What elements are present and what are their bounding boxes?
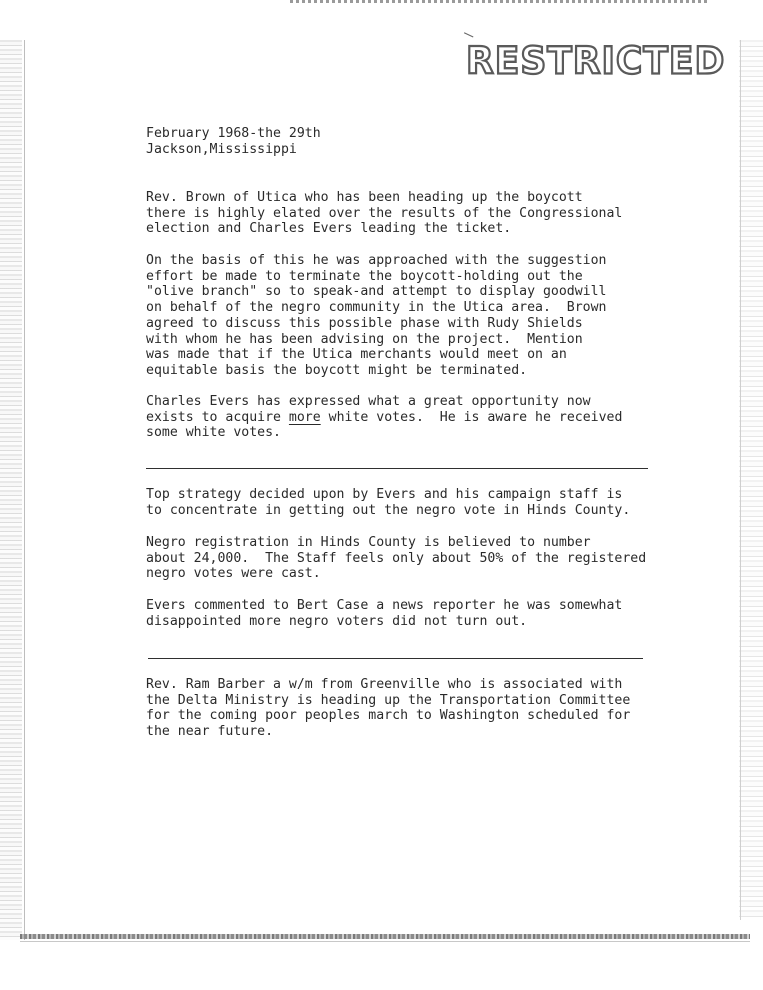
text-span: white votes. He is aware he received [320, 409, 623, 425]
paragraph-brown-boycott [146, 190, 622, 237]
paragraph-registration [146, 535, 646, 582]
paragraph-strategy [146, 487, 630, 518]
text-line: Rev. Brown of Utica who has been heading up the boycott [146, 190, 583, 205]
underlined-word: more [288, 409, 321, 425]
text-line: was made that if the Utica merchants would meet on an [146, 347, 567, 363]
scan-edge-top [290, 0, 710, 3]
text-line: for the coming poor peoples march to Washington scheduled for [146, 708, 631, 724]
restricted-stamp: RESTRICTED [466, 39, 726, 83]
text-line: with whom he has been advising on the project. Mention [146, 331, 583, 347]
text-line: the near future. [146, 724, 274, 740]
section-divider [146, 468, 648, 469]
text-line: effort be made to terminate the boycott-holding out the [146, 268, 583, 284]
text-line: to concentrate in getting out the negro vote in Hinds County. [146, 502, 631, 518]
text-line: "olive branch" so to speak-and attempt to display goodwill [146, 284, 607, 300]
paragraph-ram-barber [146, 677, 630, 740]
text-line: the Delta Ministry is heading up the Transportation Committee [146, 692, 631, 708]
text-line: negro votes were cast. [146, 566, 321, 582]
scan-edge-left [0, 40, 22, 940]
paragraph-bert-case [146, 598, 622, 629]
text-line: disappointed more negro voters did not turn out. [146, 613, 528, 629]
text-line: Negro registration in Hinds County is believed to number [146, 535, 591, 550]
text-line: there is highly elated over the results of the Congressional [146, 205, 623, 221]
scan-edge-right [739, 40, 763, 920]
text-line: some white votes. [146, 425, 281, 441]
section-divider [148, 658, 643, 659]
text-line: Rev. Ram Barber a w/m from Greenville who is associated with [146, 677, 623, 692]
text-line: Charles Evers has expressed what a great opportunity now [146, 394, 591, 409]
text-line: On the basis of this he was approached with the suggestion [146, 253, 607, 268]
text-line: on behalf of the negro community in the Utica area. Brown [146, 300, 607, 316]
paragraph-olive-branch [146, 253, 607, 379]
text-line: equitable basis the boycott might be terminated. [146, 362, 528, 378]
text-span: exists to acquire [146, 409, 289, 425]
scan-edge-bottom [20, 934, 750, 939]
text-line: election and Charles Evers leading the ticket. [146, 221, 512, 237]
scan-edge-left-line [24, 40, 25, 940]
date-line: February 1968-the 29th [146, 126, 321, 141]
text-line: about 24,000. The Staff feels only about 50% of the registered [146, 550, 647, 566]
scan-edge-right-line [740, 40, 741, 920]
text-line [146, 410, 622, 426]
paragraph-white-votes [146, 394, 622, 441]
text-line: agreed to discuss this possible phase with Rudy Shields [146, 315, 583, 331]
text-line: Top strategy decided upon by Evers and his campaign staff is [146, 487, 623, 502]
place-line: Jackson,Mississippi [146, 142, 297, 157]
text-line: Evers commented to Bert Case a news reporter he was somewhat [146, 598, 623, 613]
scan-edge-bottom-line [20, 941, 750, 942]
